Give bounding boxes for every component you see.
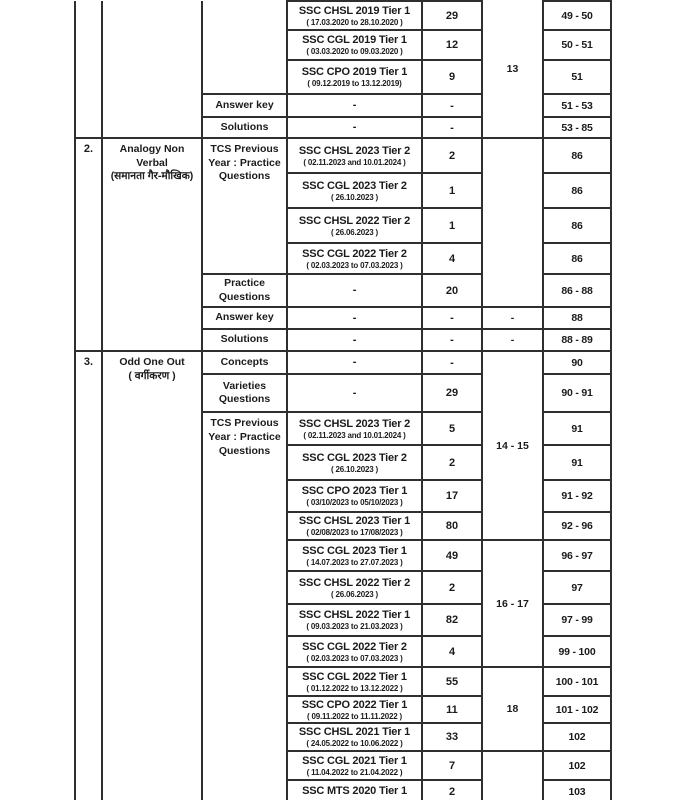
pages-cell: 51 - 53 xyxy=(543,94,611,117)
exam-date: ( 17.03.2020 to 28.10.2020 ) xyxy=(306,17,403,27)
exam-title: SSC CPO 2023 Tier 1 xyxy=(301,485,408,498)
exam-cell xyxy=(287,723,422,751)
exam-cell xyxy=(287,696,422,723)
serial-cell xyxy=(75,1,102,138)
exam-title: SSC CHSL 2023 Tier 2 xyxy=(298,417,411,430)
section-cell: Answer key xyxy=(202,94,287,117)
paper-page-cell: 18 xyxy=(482,667,543,751)
pages-cell: 88 - 89 xyxy=(543,329,611,351)
exam-title: SSC CHSL 2022 Tier 2 xyxy=(298,214,411,227)
section-cell: Answer key xyxy=(202,307,287,329)
exam-date: ( 02.03.2023 to 07.03.2023 ) xyxy=(306,653,403,663)
topic-title-hindi: (समानता गैर-मौखिक) xyxy=(110,170,194,183)
contents-table xyxy=(74,0,612,800)
exam-title: SSC CHSL 2021 Tier 1 xyxy=(298,726,411,739)
topic-cell xyxy=(102,351,202,800)
paper-page-cell: 13 xyxy=(482,1,543,138)
serial-cell: 2. xyxy=(75,138,102,351)
exam-title: SSC CGL 2023 Tier 2 xyxy=(302,451,407,464)
exam-cell xyxy=(287,445,422,480)
section-cell: Concepts xyxy=(202,351,287,374)
exam-title: SSC CGL 2022 Tier 2 xyxy=(302,247,407,260)
exam-date: ( 01.12.2022 to 13.12.2022 ) xyxy=(306,683,403,693)
question-count-cell: 29 xyxy=(422,1,482,30)
paper-page-cell: - xyxy=(482,329,543,351)
question-count-cell: 49 xyxy=(422,540,482,571)
question-count-cell: - xyxy=(422,94,482,117)
paper-page-cell xyxy=(482,751,543,800)
pages-cell: 90 xyxy=(543,351,611,374)
exam-cell xyxy=(287,667,422,696)
exam-title: SSC CGL 2023 Tier 1 xyxy=(302,544,407,557)
pages-cell: 92 - 96 xyxy=(543,512,611,540)
exam-date: ( 11.04.2022 to 21.04.2022 ) xyxy=(306,767,403,777)
exam-title: - xyxy=(352,356,357,369)
section-cell: TCS Previous Year : Practice Questions xyxy=(202,138,287,274)
paper-page-cell: 16 - 17 xyxy=(482,540,543,667)
exam-cell xyxy=(287,480,422,512)
section-cell: Solutions xyxy=(202,329,287,351)
table-row xyxy=(75,138,611,173)
exam-date: ( 03.03.2020 to 09.03.2020 ) xyxy=(306,47,403,56)
pages-cell: 49 - 50 xyxy=(543,1,611,30)
exam-cell xyxy=(287,274,422,307)
pages-cell: 97 xyxy=(543,571,611,604)
pages-cell: 103 xyxy=(543,780,611,800)
topic-title-hindi: ( वर्गीकरण ) xyxy=(128,369,176,382)
section-cell: Solutions xyxy=(202,117,287,138)
question-count-cell: 29 xyxy=(422,374,482,412)
table-row xyxy=(75,351,611,374)
exam-title: - xyxy=(352,386,357,399)
question-count-cell: 9 xyxy=(422,60,482,94)
question-count-cell: 5 xyxy=(422,412,482,445)
exam-title: SSC CPO 2022 Tier 1 xyxy=(301,698,408,711)
pages-cell: 100 - 101 xyxy=(543,667,611,696)
question-count-cell: 2 xyxy=(422,445,482,480)
exam-date: ( 26.06.2023 ) xyxy=(330,227,378,237)
exam-title: - xyxy=(352,99,357,111)
question-count-cell: 2 xyxy=(422,780,482,800)
question-count-cell: - xyxy=(422,307,482,329)
exam-date: ( 02.11.2023 and 10.01.2024 ) xyxy=(303,430,406,440)
exam-cell xyxy=(287,351,422,374)
pages-cell: 53 - 85 xyxy=(543,117,611,138)
pages-cell: 88 xyxy=(543,307,611,329)
pages-cell: 102 xyxy=(543,723,611,751)
exam-date: ( 02/08/2023 to 17/08/2023 ) xyxy=(306,528,403,538)
exam-date: ( 03/10/2023 to 05/10/2023 ) xyxy=(306,498,403,508)
section-cell: Practice Questions xyxy=(202,274,287,307)
pages-cell: 86 xyxy=(543,173,611,208)
pages-cell: 91 - 92 xyxy=(543,480,611,512)
exam-cell xyxy=(287,208,422,243)
question-count-cell: 7 xyxy=(422,751,482,780)
exam-title: - xyxy=(352,333,357,346)
question-count-cell: - xyxy=(422,351,482,374)
exam-title: SSC CHSL 2022 Tier 1 xyxy=(298,609,411,622)
topic-cell xyxy=(102,1,202,138)
question-count-cell: 20 xyxy=(422,274,482,307)
exam-title: SSC CGL 2022 Tier 2 xyxy=(302,640,407,653)
exam-cell xyxy=(287,243,422,274)
exam-cell xyxy=(287,94,422,117)
pages-cell: 91 xyxy=(543,445,611,480)
question-count-cell: 33 xyxy=(422,723,482,751)
exam-cell xyxy=(287,173,422,208)
paper-page-cell: 14 - 15 xyxy=(482,351,543,540)
pages-cell: 86 xyxy=(543,138,611,173)
question-count-cell: 1 xyxy=(422,208,482,243)
exam-cell xyxy=(287,412,422,445)
section-cell: TCS Previous Year : Practice Questions xyxy=(202,412,287,800)
exam-cell xyxy=(287,512,422,540)
exam-title: SSC CGL 2023 Tier 2 xyxy=(302,179,407,192)
paper-page-cell: - xyxy=(482,307,543,329)
exam-date: ( 24.05.2022 to 10.06.2022 ) xyxy=(306,739,403,749)
topic-cell xyxy=(102,138,202,351)
topic-title: Analogy Non Verbal xyxy=(119,143,185,169)
topic-title: Odd One Out xyxy=(119,356,185,369)
question-count-cell: 12 xyxy=(422,30,482,60)
exam-title: SSC CGL 2019 Tier 1 xyxy=(302,34,407,46)
exam-cell xyxy=(287,1,422,30)
exam-date: ( 26.10.2023 ) xyxy=(330,192,378,202)
table-row xyxy=(75,1,611,30)
pages-cell: 90 - 91 xyxy=(543,374,611,412)
exam-title: - xyxy=(352,284,357,297)
exam-title: - xyxy=(352,121,357,133)
exam-cell xyxy=(287,636,422,667)
pages-cell: 50 - 51 xyxy=(543,30,611,60)
question-count-cell: 4 xyxy=(422,636,482,667)
pages-cell: 101 - 102 xyxy=(543,696,611,723)
exam-cell xyxy=(287,329,422,351)
pages-cell: 96 - 97 xyxy=(543,540,611,571)
question-count-cell: - xyxy=(422,329,482,351)
question-count-cell: 4 xyxy=(422,243,482,274)
exam-title: SSC CGL 2022 Tier 1 xyxy=(302,670,407,683)
exam-date: ( 09.12.2019 to 13.12.2019) xyxy=(307,79,402,88)
exam-date: ( 02.03.2023 to 07.03.2023 ) xyxy=(306,260,403,270)
exam-title: SSC CGL 2021 Tier 1 xyxy=(302,754,407,767)
exam-cell xyxy=(287,374,422,412)
exam-cell xyxy=(287,60,422,94)
pages-cell: 102 xyxy=(543,751,611,780)
question-count-cell: 2 xyxy=(422,138,482,173)
exam-date: ( 09.03.2023 to 21.03.2023 ) xyxy=(306,622,403,632)
question-count-cell: 11 xyxy=(422,696,482,723)
exam-date: ( 02.11.2023 and 10.01.2024 ) xyxy=(303,157,406,167)
serial-cell: 3. xyxy=(75,351,102,800)
question-count-cell: 1 xyxy=(422,173,482,208)
question-count-cell: 55 xyxy=(422,667,482,696)
section-cell: Varieties Questions xyxy=(202,374,287,412)
exam-cell xyxy=(287,307,422,329)
pages-cell: 86 xyxy=(543,243,611,274)
exam-title: SSC CHSL 2019 Tier 1 xyxy=(298,4,411,17)
exam-title: SSC CHSL 2022 Tier 2 xyxy=(298,576,411,589)
exam-cell xyxy=(287,604,422,636)
exam-cell xyxy=(287,751,422,780)
pages-cell: 97 - 99 xyxy=(543,604,611,636)
exam-title: SSC MTS 2020 Tier 1 xyxy=(302,785,407,798)
section-cell xyxy=(202,1,287,94)
exam-cell xyxy=(287,540,422,571)
exam-date: ( 14.07.2023 to 27.07.2023 ) xyxy=(306,557,403,567)
exam-title: SSC CPO 2019 Tier 1 xyxy=(301,66,408,78)
pages-cell: 51 xyxy=(543,60,611,94)
exam-cell xyxy=(287,780,422,800)
exam-cell xyxy=(287,138,422,173)
pages-cell: 86 xyxy=(543,208,611,243)
question-count-cell: 2 xyxy=(422,571,482,604)
exam-date: ( 26.06.2023 ) xyxy=(330,589,378,599)
pages-cell: 99 - 100 xyxy=(543,636,611,667)
exam-cell xyxy=(287,117,422,138)
question-count-cell: 82 xyxy=(422,604,482,636)
exam-date: ( 26.10.2023 ) xyxy=(330,464,378,474)
pages-cell: 86 - 88 xyxy=(543,274,611,307)
exam-title: SSC CHSL 2023 Tier 2 xyxy=(298,144,411,157)
exam-date: ( 09.11.2022 to 11.11.2022 ) xyxy=(307,711,402,721)
exam-cell xyxy=(287,571,422,604)
question-count-cell: 80 xyxy=(422,512,482,540)
question-count-cell: 17 xyxy=(422,480,482,512)
paper-page-cell xyxy=(482,138,543,307)
question-count-cell: - xyxy=(422,117,482,138)
exam-cell xyxy=(287,30,422,60)
exam-title: - xyxy=(352,311,357,324)
exam-title: SSC CHSL 2023 Tier 1 xyxy=(298,515,411,528)
pages-cell: 91 xyxy=(543,412,611,445)
